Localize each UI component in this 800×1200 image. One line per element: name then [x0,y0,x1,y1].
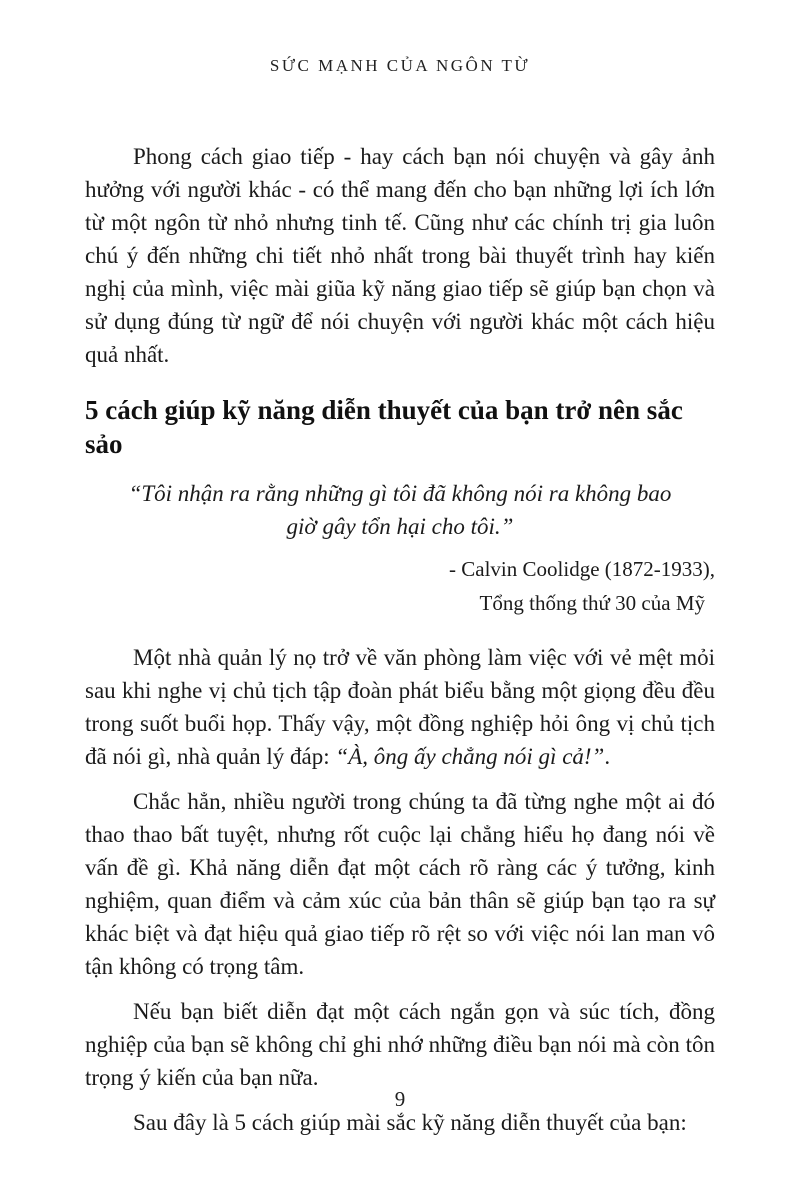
paragraph-benefit: Nếu bạn biết diễn đạt một cách ngắn gọn và súc tích, đồng nghiệp của bạn sẽ không chỉ ghi nhớ những điều bạn nói mà còn tôn trọng ý kiến của bạn nữa. [85,999,715,1090]
running-header: SỨC MẠNH CỦA NGÔN TỪ [269,56,531,75]
paragraph-anecdote-period: . [604,744,611,769]
paragraph-anecdote [85,641,715,773]
paragraph-anecdote-regular: Một nhà quản lý nọ trở về văn phòng làm việc với vẻ mệt mỏi sau khi nghe vị chủ tịch tập đoàn phát biểu bằng một giọng đều đều trong suốt buổi họp. Thấy vậy, một đồng nghiệp hỏi ông vị chủ tịch đã nói gì, nhà quản lý đáp: [85,645,715,769]
paragraph-anecdote-italic: “À, ông ấy chẳng nói gì cả!” [335,744,605,769]
page-number: 9 [394,1087,406,1111]
epigraph-quote: “Tôi nhận ra rằng những gì tôi đã không nói ra không bao giờ gây tổn hại cho tôi.” [128,481,672,539]
quote-attribution-title: Tổng thống thứ 30 của Mỹ [479,591,705,615]
paragraph-intro: Phong cách giao tiếp - hay cách bạn nói chuyện và gây ảnh hưởng với người khác - có thể mang đến cho bạn những lợi ích lớn từ một ngôn từ nhỏ nhưng tinh tế. Cũng như các chính trị gia luôn chú ý đến những chi tiết nhỏ nhất trong bài thuyết trình hay kiến nghị của mình, việc mài giũa kỹ năng giao tiếp sẽ giúp bạn chọn và sử dụng đúng từ ngữ để nói chuyện với người khác một cách hiệu quả nhất. [85,144,715,367]
paragraph-explanation: Chắc hẳn, nhiều người trong chúng ta đã từng nghe một ai đó thao thao bất tuyệt, nhưng rốt cuộc lại chẳng hiểu họ đang nói về vấn đề gì. Khả năng diễn đạt một cách rõ ràng các ý tưởng, kinh nghiệm, quan điểm và cảm xúc của bản thân sẽ giúp bạn tạo ra sự khác biệt và đạt hiệu quả giao tiếp rõ rệt so với việc nói lan man vô tận không có trọng tâm. [85,789,715,979]
paragraph-lead-in: Sau đây là 5 cách giúp mài sắc kỹ năng diễn thuyết của bạn: [133,1110,687,1135]
text-block [85,140,715,1151]
quote-attribution-name: - Calvin Coolidge (1872-1933), [449,557,715,581]
section-heading: 5 cách giúp kỹ năng diễn thuyết của bạn trở nên sắc sảo [85,395,683,459]
